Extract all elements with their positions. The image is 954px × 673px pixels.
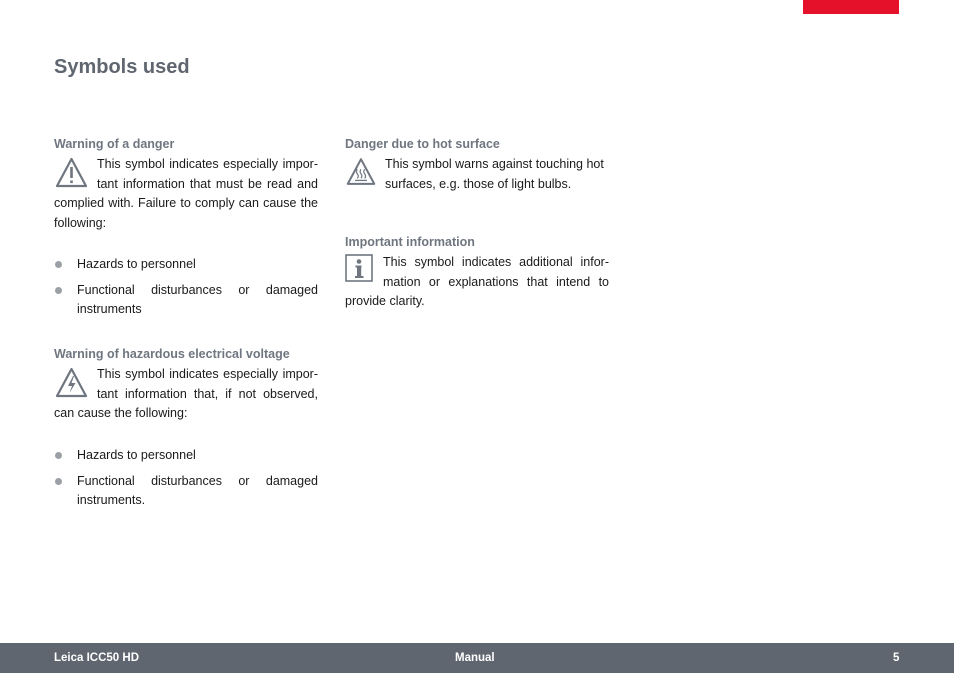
list-item: Hazards to personnel — [54, 446, 318, 465]
bullet-list — [54, 446, 318, 510]
hot-surface-warning-icon — [345, 156, 377, 188]
info-icon — [345, 254, 375, 284]
section-body: This symbol indicates especially impor-tant information that must be read and complied with. Failure to comply can cause the following: — [54, 157, 318, 230]
electrical-voltage-warning-icon — [54, 366, 89, 400]
section-body: This symbol indicates additional infor-mation or explanations that intend to provide clarity. — [345, 255, 609, 308]
section-danger-warning — [54, 136, 318, 319]
section-body: This symbol indicates especially impor-tant information that, if not observed, can cause the following: — [54, 367, 318, 420]
bullet-dot — [55, 478, 62, 485]
section-heading: Warning of hazardous electrical voltage — [54, 347, 290, 361]
footer-page-number: 5 — [893, 652, 900, 664]
brand-accent-tab — [803, 0, 899, 14]
middle-column — [345, 136, 609, 312]
section-heading: Warning of a danger — [54, 137, 175, 151]
section-body: This symbol warns against touching hot surfaces, e.g. those of light bulbs. — [345, 155, 609, 194]
section-heading: Danger due to hot surface — [345, 137, 500, 151]
list-item: Functional disturbances or damaged instruments — [54, 281, 318, 319]
bullet-dot — [55, 287, 62, 294]
footer-product-name: Leica ICC50 HD — [54, 652, 140, 664]
section-heading: Important information — [345, 235, 475, 249]
footer-document-type: Manual — [455, 652, 495, 664]
bullet-dot — [55, 452, 62, 459]
section-hot-surface — [345, 136, 609, 194]
bullet-list — [54, 255, 318, 319]
warning-triangle-icon — [54, 156, 89, 190]
section-voltage-warning — [54, 346, 318, 510]
section-important-info — [345, 234, 609, 312]
left-column — [54, 136, 318, 517]
list-item: Hazards to personnel — [54, 255, 318, 274]
page-title: Symbols used — [54, 56, 190, 78]
list-item: Functional disturbances or damaged instruments. — [54, 472, 318, 510]
bullet-dot — [55, 261, 62, 268]
page-footer — [0, 643, 954, 673]
